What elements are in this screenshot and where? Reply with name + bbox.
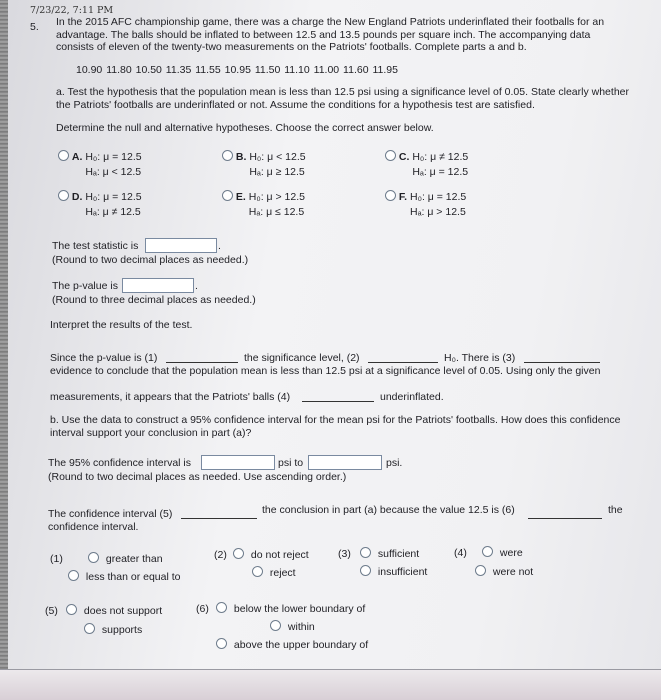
blank-4[interactable] <box>302 392 374 402</box>
choice-6-number: (6) <box>196 603 209 615</box>
radio-icon[interactable] <box>58 190 69 201</box>
pvalue-label: The p-value is <box>52 280 118 292</box>
measurements-line-1: measurements, it appears that the Patriots' balls (4) <box>50 391 291 403</box>
hyp-option-d[interactable] <box>58 190 142 220</box>
blank-6[interactable] <box>528 509 602 519</box>
test-stat-label: The test statistic is <box>52 240 139 252</box>
hyp-option-c[interactable] <box>385 150 468 180</box>
radio-icon[interactable] <box>68 570 79 581</box>
radio-icon[interactable] <box>216 602 227 613</box>
choice-5-option-a[interactable]: does not support <box>66 604 162 617</box>
option-letter: C. <box>398 151 410 163</box>
ci-sentence-3: the <box>608 504 623 516</box>
radio-icon[interactable] <box>222 190 233 201</box>
choice-6-option-a[interactable]: below the lower boundary of <box>216 602 365 615</box>
question-intro-1: In the 2015 AFC championship game, there was a charge the New England Patriots underinflated their footballs for an <box>56 16 605 28</box>
radio-icon[interactable] <box>360 547 371 558</box>
ci-round-note: (Round to two decimal places as needed. Use ascending order.) <box>48 471 347 483</box>
option-letter: F. <box>398 191 408 203</box>
option-h0: H₀: μ = 12.5 <box>410 191 467 203</box>
option-h0: H₀: μ ≠ 12.5 <box>412 151 469 163</box>
option-h0: H₀: μ > 12.5 <box>248 191 305 203</box>
option-letter: E. <box>235 191 246 203</box>
choice-4-option-a[interactable]: were <box>482 546 523 559</box>
choice-2-option-a[interactable]: do not reject <box>233 548 309 561</box>
timestamp: 7/23/22, 7:11 PM <box>30 5 114 16</box>
choice-1-option-a[interactable]: greater than <box>88 552 163 565</box>
choice-3-option-a[interactable]: sufficient <box>360 547 419 560</box>
option-ha: Hₐ: μ ≥ 12.5 <box>249 166 305 178</box>
option-h0: H₀: μ = 12.5 <box>85 191 142 203</box>
option-h0: H₀: μ < 12.5 <box>249 151 306 163</box>
ci-sentence-2: the conclusion in part (a) because the value 12.5 is (6) <box>262 504 515 516</box>
radio-icon[interactable] <box>222 150 233 161</box>
measurements-line-2: underinflated. <box>380 391 444 403</box>
choice-4-number: (4) <box>454 547 467 559</box>
radio-icon[interactable] <box>66 604 77 615</box>
radio-icon[interactable] <box>233 548 244 559</box>
choice-5-number: (5) <box>45 605 58 617</box>
hyp-option-b[interactable] <box>222 150 306 180</box>
measurements-data: 10.90 11.80 10.50 11.35 11.55 10.95 11.50 11.10 11.00 11.60 11.95 <box>76 64 398 76</box>
radio-icon[interactable] <box>360 565 371 576</box>
radio-icon[interactable] <box>475 565 486 576</box>
radio-icon[interactable] <box>88 552 99 563</box>
ci-upper-input[interactable] <box>308 455 382 470</box>
radio-icon[interactable] <box>252 566 263 577</box>
photo-left-edge <box>0 0 8 670</box>
option-letter: A. <box>71 151 83 163</box>
radio-icon[interactable] <box>385 190 396 201</box>
option-ha: Hₐ: μ = 12.5 <box>412 166 469 178</box>
test-stat-input[interactable] <box>145 238 217 253</box>
interpret-label: Interpret the results of the test. <box>50 319 193 331</box>
radio-icon[interactable] <box>58 150 69 161</box>
choice-2-option-b[interactable]: reject <box>252 566 296 579</box>
pvalue-input[interactable] <box>122 278 194 293</box>
blank-5[interactable] <box>181 509 257 519</box>
blank-3[interactable] <box>524 353 600 363</box>
radio-icon[interactable] <box>482 546 493 557</box>
option-letter: D. <box>71 191 83 203</box>
photo-bottom-band <box>0 670 661 700</box>
since-text-2: the significance level, (2) <box>244 352 360 364</box>
part-b-prompt-2: interval support your conclusion in part (a)? <box>50 427 252 439</box>
question-intro-2: advantage. The balls should be inflated to between 12.5 and 13.5 pounds per square inch. The accompanying data <box>56 29 591 41</box>
radio-icon[interactable] <box>84 623 95 634</box>
part-a-prompt-2: the Patriots' footballs are underinflated or not. Assume the conditions for a hypothesis test are satisfied. <box>56 99 535 111</box>
hyp-option-a[interactable] <box>58 150 142 180</box>
ci-sentence-4: confidence interval. <box>48 521 139 533</box>
choice-4-option-b[interactable]: were not <box>475 565 533 578</box>
since-text-1: Since the p-value is (1) <box>50 352 158 364</box>
option-ha: Hₐ: μ < 12.5 <box>85 166 142 178</box>
evidence-line: evidence to conclude that the population mean is less than 12.5 psi at a significance level of 0.05. Using only the given <box>50 365 601 377</box>
psi-to-label: psi to <box>278 457 304 469</box>
choice-6-option-c[interactable]: above the upper boundary of <box>216 638 368 651</box>
hyp-option-f[interactable] <box>385 190 466 220</box>
option-ha: Hₐ: μ ≤ 12.5 <box>248 206 305 218</box>
hypothesis-instruction: Determine the null and alternative hypotheses. Choose the correct answer below. <box>56 122 434 134</box>
option-letter: B. <box>235 151 247 163</box>
option-ha: Hₐ: μ ≠ 12.5 <box>85 206 141 218</box>
radio-icon[interactable] <box>270 620 281 631</box>
test-stat-round-note: (Round to two decimal places as needed.) <box>52 254 249 266</box>
choice-5-option-b[interactable]: supports <box>84 623 142 636</box>
blank-2[interactable] <box>368 353 438 363</box>
ci-lower-input[interactable] <box>201 455 275 470</box>
psi-end-label: psi. <box>386 457 403 469</box>
question-number: 5. <box>30 21 39 33</box>
blank-1[interactable] <box>166 353 238 363</box>
choice-3-number: (3) <box>338 548 351 560</box>
part-a-prompt-1: a. Test the hypothesis that the population mean is less than 12.5 psi using a significance level of 0.05. State clearly whether <box>56 86 629 98</box>
choice-2-number: (2) <box>214 549 227 561</box>
ci-label: The 95% confidence interval is <box>48 457 191 469</box>
ci-sentence-1: The confidence interval (5) <box>48 508 173 520</box>
part-b-prompt-1: b. Use the data to construct a 95% confidence interval for the mean psi for the Patriots' footballs. How does this confidence <box>50 414 621 426</box>
radio-icon[interactable] <box>216 638 227 649</box>
hyp-option-e[interactable] <box>222 190 305 220</box>
choice-1-number: (1) <box>50 553 63 565</box>
since-text-3: H₀. There is (3) <box>444 352 516 364</box>
pvalue-round-note: (Round to three decimal places as needed.) <box>52 294 256 306</box>
option-ha: Hₐ: μ > 12.5 <box>410 206 466 218</box>
option-h0: H₀: μ = 12.5 <box>85 151 142 163</box>
choice-6-option-b[interactable]: within <box>270 620 315 633</box>
choice-3-option-b[interactable]: insufficient <box>360 565 427 578</box>
choice-1-option-b[interactable]: less than or equal to <box>68 570 180 583</box>
question-intro-3: consists of eleven of the twenty-two measurements on the Patriots' footballs. Complete parts a and b. <box>56 41 527 53</box>
radio-icon[interactable] <box>385 150 396 161</box>
